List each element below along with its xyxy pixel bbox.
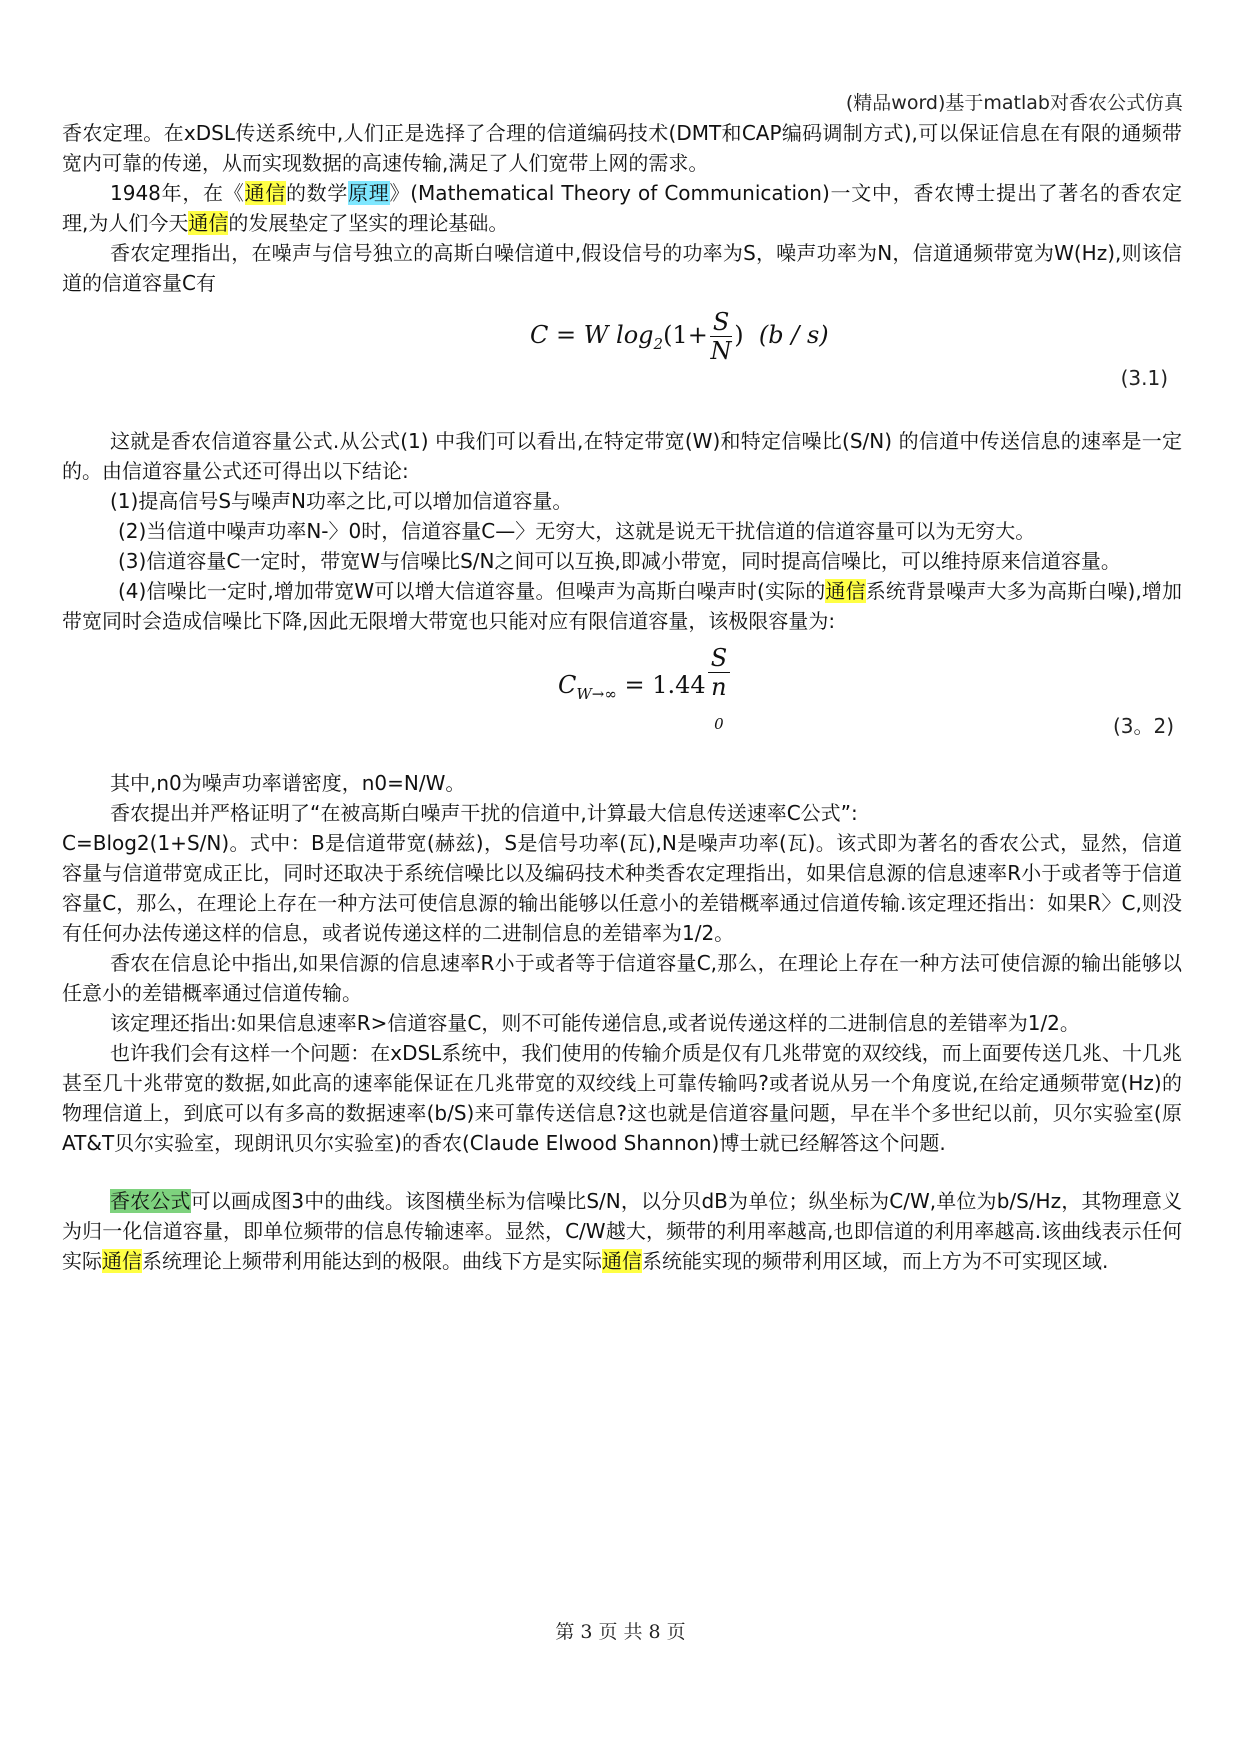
conclusion-1: (1)提高信号S与噪声N功率之比,可以增加信道容量。 bbox=[110, 489, 573, 513]
paragraph-5: 其中,n0为噪声功率谱密度，n0=N/W。 bbox=[110, 771, 466, 795]
formula-unit: (b / s) bbox=[758, 321, 829, 349]
spacer bbox=[62, 740, 1182, 768]
highlight-tongxin: 通信 bbox=[244, 181, 286, 205]
text: 可以画成图3中的曲线。该图横坐标为信噪比S/N，以分贝dB为单位；纵坐标为C/W,单位为b/S/Hz，其物理意义为归一化信道容量，即单位频带的信息传输速率。显然，C/W越大，频带的利用率越高,也即信道的利用率越高.该曲线表示任何实际 bbox=[62, 1189, 1183, 1273]
paragraph-7: 香农在信息论中指出,如果信源的信息速率R小于或者等于信道容量C,那么，在理论上存在一种方法可使信源的输出能够以任意小的差错概率通过信道传输。 bbox=[62, 951, 1182, 1005]
equation-number: (3.1) bbox=[1120, 366, 1168, 390]
text: (4)信噪比一定时,增加带宽W可以增大信道容量。但噪声为高斯白噪声时(实际的 bbox=[118, 579, 826, 603]
paragraph-9: 也许我们会有这样一个问题：在xDSL系统中，我们使用的传输介质是仅有几兆带宽的双绞线，而上面要传送几兆、十几兆甚至几十兆带宽的数据,如此高的速率能保证在几兆带宽的双绞线上可靠传输吗?或者说从另一个角度说,在给定通频带宽(Hz)的物理信道上，到底可以有多高的数据速率(b/S)来可靠传送信息?这也就是信道容量问题，早在半个多世纪以前，贝尔实验室(原AT&T贝尔实验室，现朗讯贝尔实验室)的香农(Claude Elwood Shannon)博士就已经解答这个问题. bbox=[62, 1041, 1182, 1155]
formula-open: (1+ bbox=[663, 321, 708, 349]
fraction-numerator: S bbox=[710, 308, 732, 337]
fraction-numerator: S bbox=[708, 644, 730, 673]
highlight-tongxin: 通信 bbox=[602, 1249, 642, 1273]
text: 》(Mathematical Theory of Communication)一文中，香农博士提出了著名的香农定理,为人们今天 bbox=[62, 181, 1182, 235]
conclusion-3: (3)信道容量C一定时，带宽W与信噪比S/N之间可以互换,即减小带宽，同时提高信噪比，可以维持原来信道容量。 bbox=[118, 549, 1121, 573]
highlight-tongxin: 通信 bbox=[825, 579, 866, 603]
denominator-sub: 0 bbox=[714, 715, 724, 733]
highlight-yuanli: 原理 bbox=[348, 181, 390, 205]
formula-lhs: C = W log bbox=[530, 321, 654, 349]
paragraph-2 bbox=[62, 178, 1182, 238]
highlight-tongxin: 通信 bbox=[102, 1249, 142, 1273]
paragraph-1: 香农定理。在xDSL传送系统中,人们正是选择了合理的信道编码技术(DMT和CAP编码调制方式),可以保证信息在有限的通频带宽内可靠的传递，从而实现数据的高速传输,满足了人们宽带上网的需求。 bbox=[62, 121, 1182, 175]
equation-3-1 bbox=[62, 298, 1182, 398]
text: 系统背景噪声大多为高斯白噪),增加带宽同时会造成信噪比下降,因此无限增大带宽也只能对应有限信道容量，该极限容量为: bbox=[62, 579, 1183, 633]
formula-coeff: = 1.44 bbox=[624, 671, 706, 699]
spacer bbox=[62, 1158, 1182, 1186]
text: 1948年，在《 bbox=[110, 181, 245, 205]
fraction-denominator: N bbox=[710, 337, 732, 365]
conclusion-2: (2)当信道中噪声功率N-〉0时，信道容量C—〉无穷大，这就是说无干扰信道的信道容量可以为无穷大。 bbox=[118, 519, 1036, 543]
equation-number: (3。2) bbox=[1112, 714, 1174, 738]
paragraph-4: 这就是香农信道容量公式.从公式(1) 中我们可以看出,在特定带宽(W)和特定信噪比(S/N) 的信道中传送信息的速率是一定的。由信道容量公式还可得出以下结论: bbox=[62, 429, 1182, 483]
formula-close: ) bbox=[734, 321, 744, 349]
spacer bbox=[62, 398, 1182, 426]
formula-fraction bbox=[710, 308, 732, 365]
paragraph-10 bbox=[62, 1186, 1182, 1276]
fraction-denominator bbox=[708, 673, 730, 733]
formula-fraction bbox=[708, 644, 730, 733]
conclusion-4 bbox=[62, 576, 1182, 636]
formula-log-base: 2 bbox=[653, 335, 664, 353]
page-footer: 第 3 页 共 8 页 bbox=[555, 1621, 686, 1643]
document-body bbox=[62, 118, 1182, 1276]
page-header: (精品word)基于matlab对香农公式仿真 bbox=[845, 92, 1183, 114]
text: 系统理论上频带利用能达到的极限。曲线下方是实际 bbox=[142, 1249, 602, 1273]
equation-3-2 bbox=[62, 636, 1182, 740]
highlight-xiangnong-formula: 香农公式 bbox=[110, 1189, 191, 1213]
paragraph-6: C=Blog2(1+S/N)。式中：B是信道带宽(赫兹)，S是信号功率(瓦),N是噪声功率(瓦)。该式即为著名的香农公式，显然，信道容量与信道带宽成正比，同时还取决于系统信噪比以及编码技术种类香农定理指出，如果信息源的信息速率R小于或者等于信道容量C，那么，在理论上存在一种方法可使信息源的输出能够以任意小的差错概率通过信道传输.该定理还指出：如果R〉C,则没有任何办法传递这样的信息，或者说传递这样的二进制信息的差错率为1/2。 bbox=[62, 831, 1182, 945]
text: 的发展垫定了坚实的理论基础。 bbox=[228, 211, 509, 235]
text: 的数学 bbox=[285, 181, 349, 205]
formula-c: C bbox=[558, 671, 577, 699]
paragraph-6-lead: 香农提出并严格证明了“在被高斯白噪声干扰的信道中,计算最大信息传送速率C公式”: bbox=[110, 801, 858, 825]
formula-channel-capacity bbox=[530, 308, 829, 365]
denominator-n: n bbox=[711, 673, 727, 701]
highlight-tongxin: 通信 bbox=[188, 211, 229, 235]
paragraph-8: 该定理还指出:如果信息速率R>信道容量C，则不可能传递信息,或者说传递这样的二进制信息的差错率为1/2。 bbox=[110, 1011, 1080, 1035]
text: 系统能实现的频带利用区域，而上方为不可实现区域. bbox=[642, 1249, 1109, 1273]
formula-sub: W→∞ bbox=[576, 685, 617, 703]
formula-limit-capacity bbox=[558, 644, 732, 733]
paragraph-3: 香农定理指出，在噪声与信号独立的高斯白噪信道中,假设信号的功率为S，噪声功率为N，信道通频带宽为W(Hz),则该信道的信道容量C有 bbox=[62, 241, 1182, 295]
